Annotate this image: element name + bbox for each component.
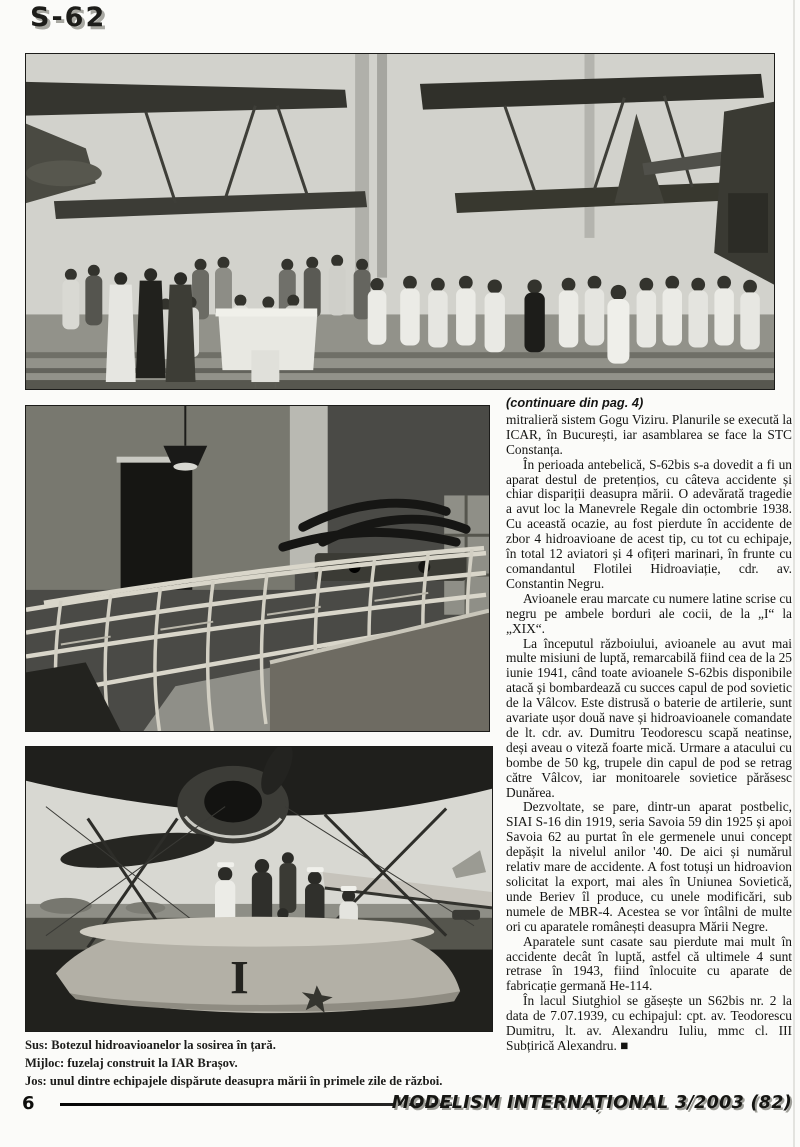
article-paragraph: La începutul războiului, avioanele au avut mai multe misiuni de luptă, remarcabilă fiind cea de la 25 iunie 1941, când toate avioanele S-62bis disponibile atacă și bombardează cu succes capul de pod sovietic de la Vâlcov. Este distrusă o baterie de artilerie, sunt avariate ușor două nave și hidroavioanele comandate de lt. cdr. av. Dumitru Teodorescu scapă neatinse, deși aveau o viteză foarte mică. Urmare a atacului cu bombe de 50 kg, trupele din capul de pod se retrag către Vâlcov, iar monitoarele sovietice părăsesc Dunărea. xyxy=(506,635,792,800)
article-paragraph: Dezvoltate, se pare, dintr-un aparat postbelic, SIAI S-16 din 1919, seria Savoia 59 din 1925 și apoi Savoia 62 au purtat în ele germenele unui concept depășit la nivelul anilor '40. De aici și numărul relativ mare de accidente. A fost totuși un hidroavion solicitat la export, mai ales în Uniunea Sovietică, unde Beriev îl produce, cu unele modificări, sub numele de MBR-4. Acestea se vor întâlni de multe ori cu aparatele românești deasupra Mării Negre. xyxy=(506,799,792,934)
seaplane-crew-illustration xyxy=(26,747,492,1031)
article-paragraph: În perioada antebelică, S-62bis s-a dovedit a fi un aparat destul de pretențios, cu câteva accidente și chiar dispariții deasupra mării. O adevărată tragedie a avut loc la Manevrele Regale din octombrie 1938. Cu această ocazie, au fost pierdute în accidente de zbor 4 hidroavioane de acest tip, cu tot cu echipaje, în total 12 aviatori și 4 ofițeri marinari, în frunte cu comandantul Flotilei Hidroaviație, cdr. av. Constantin Negru. xyxy=(506,456,792,591)
caption-top: Sus: Botezul hidroavioanelor la sosirea în țară. xyxy=(25,1038,276,1052)
journal-title: MODELISM INTERNAȚIONAL 3/2003 (82) xyxy=(391,1093,792,1113)
photo-hangar-ceremony xyxy=(25,53,775,390)
fuselage-workshop-illustration xyxy=(26,406,489,731)
photo-captions xyxy=(25,1036,491,1090)
continuation-note: (continuare din pag. 4) xyxy=(506,395,644,410)
article-paragraph: În lacul Siutghiol se găsește un S62bis nr. 2 la data de 7.07.1939, cu echipajul: cpt. av. Teodorescu Dumitru, lt. av. Alexandru Iuliu, mmc cl. III Subțirică Alexandru. ■ xyxy=(506,993,792,1053)
article-paragraph: mitralieră sistem Gogu Viziru. Planurile se execută la ICAR, în București, iar asamblarea se face la STC Constanța. xyxy=(506,411,793,457)
page-number: 6 xyxy=(22,1093,35,1114)
scan-artifact-line xyxy=(793,0,795,1147)
article-paragraph: Aparatele sunt casate sau pierdute mai mult în accidente decât în luptă, astfel că ultimele 4 sunt retrase în 1943, fiind înlocuite cu aparate de fabricație germană He-114. xyxy=(506,933,792,994)
article-column xyxy=(506,396,792,1054)
photo-fuselage-workshop xyxy=(25,405,490,732)
hangar-ceremony-illustration xyxy=(26,54,774,389)
hull-marking: I xyxy=(230,951,249,1005)
caption-middle: Mijloc: fuzelaj construit la IAR Brașov. xyxy=(25,1056,238,1070)
caption-bottom: Jos: unul dintre echipajele dispărute deasupra mării în primele zile de război. xyxy=(25,1074,443,1088)
photo-seaplane-crew xyxy=(25,746,493,1032)
article-paragraph: Avioanele erau marcate cu numere latine scrise cu negru pe ambele borduri ale cocii, de la „I“ la „XIX“. xyxy=(506,590,792,636)
page-title: S-62 xyxy=(30,2,107,33)
